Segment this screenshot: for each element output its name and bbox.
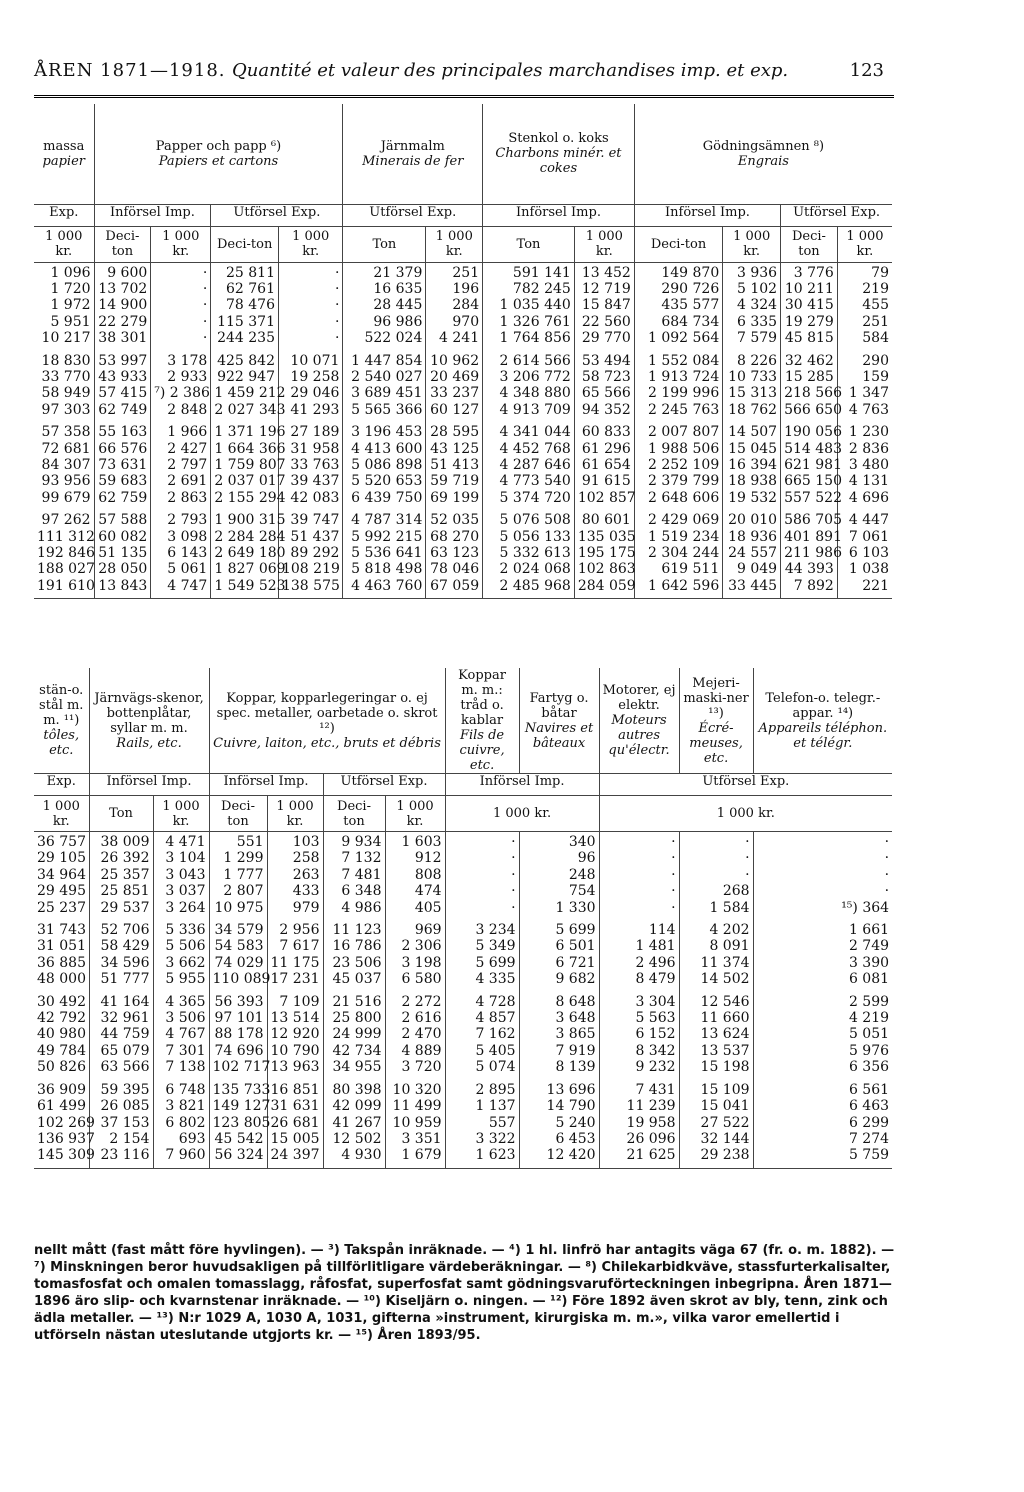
table-cell: 36 909 61 499 102 269 136 937 145 309 (34, 1080, 89, 1169)
g5-sv: Gödningsämnen ⁸) (702, 138, 825, 154)
table-cell: 18 830 33 770 58 949 97 303 (41, 352, 91, 418)
table-cell: 1 371 196 1 664 366 1 759 807 2 037 017 2 155 294 (211, 422, 279, 510)
table-cell: 2 272 2 616 2 470 4 889 3 720 (385, 992, 445, 1080)
g3-fr: Minerais de fer (362, 153, 464, 169)
table-cell: 3 776 10 211 30 415 19 279 45 815 (781, 262, 838, 351)
table-cell: 9 934 7 132 7 481 6 348 4 986 (323, 832, 385, 921)
table-cell: 1 661 2 749 3 390 6 081 (753, 920, 892, 992)
table-cell: 39 747 51 437 89 292 108 219 138 575 (278, 510, 342, 599)
table-cell: 80 398 42 099 41 267 12 502 4 930 (323, 1080, 385, 1169)
table-cell: 31 743 31 051 36 885 48 000 (37, 922, 86, 988)
table-cell: 4 471 3 104 3 043 3 037 3 264 (153, 832, 209, 921)
header-title: Quantité et valeur des principales marchandises imp. et exp. (232, 60, 789, 81)
table-row-block (34, 1080, 892, 1169)
h2-fr: Rails, etc. (116, 735, 182, 751)
table-cell: 13 696 14 790 5 240 6 453 12 420 (519, 1080, 599, 1169)
table-cell: 6 561 6 463 6 299 7 274 5 759 (753, 1080, 892, 1169)
table-cell: 2 614 566 3 206 772 4 348 880 4 913 709 (483, 351, 575, 423)
table-cell: 15 109 15 041 27 522 32 144 29 238 (679, 1080, 753, 1169)
table-cell: 2 895 1 137 557 3 322 1 623 (445, 1080, 519, 1169)
flow: Utförsel Exp. (343, 204, 483, 226)
table-cell: 2 956 7 617 11 175 17 231 (267, 920, 323, 992)
flow: Införsel Imp. (209, 774, 323, 796)
table-row-block (34, 920, 892, 992)
footnotes (34, 1242, 896, 1344)
h3-fr: Cuivre, laiton, etc., bruts et débris (213, 735, 441, 751)
table-cell: 7 431 11 239 19 958 26 096 21 625 (599, 1080, 679, 1169)
h7-fr: Écré-meuses, etc. (689, 720, 743, 766)
h5-sv: Fartyg o. båtar (529, 690, 589, 721)
table-cell: 12 546 11 660 13 624 13 537 15 198 (679, 992, 753, 1080)
h8-sv: Telefon-o. telegr.-appar. ¹⁴) (765, 690, 881, 721)
table-cell: 1 966 2 427 2 797 2 691 2 863 (151, 422, 211, 510)
table-cell: 290 159 1 347 4 763 (837, 351, 892, 423)
table-cell: 4 365 3 506 4 767 7 301 7 138 (153, 992, 209, 1080)
table-cell: 60 833 61 296 61 654 91 615 102 857 (574, 422, 634, 510)
table-row-block (34, 510, 892, 599)
unit-header: 1 000 kr. (837, 226, 892, 262)
unit-header: 1 000 kr. (151, 226, 211, 262)
table-cell: 9 600 13 702 14 900 22 279 38 301 (94, 262, 151, 351)
table-cell: 28 595 43 125 51 413 59 719 69 199 (426, 422, 483, 510)
unit-header: 1 000 kr. (34, 226, 94, 262)
table-cell: 1 230 2 836 3 480 4 131 4 696 (837, 422, 892, 510)
table-cell: 1 900 315 2 284 284 2 649 180 1 827 069 1 549 523 (211, 510, 279, 599)
g1-sv: massa (43, 138, 85, 154)
unit-header: Deci-ton (211, 226, 279, 262)
table-cell: 1 552 084 1 913 724 2 199 996 2 245 763 (634, 351, 722, 423)
unit-header: 1 000 kr. (426, 226, 483, 262)
table-cell: 2 599 4 219 5 051 5 976 6 356 (753, 992, 892, 1080)
table-cell: · · · · · (445, 832, 519, 921)
table-cell: 25 811 62 761 78 476 115 371 244 235 (211, 262, 279, 351)
unit-header: 1 000 kr. (385, 796, 445, 832)
table-cell: 80 601 135 035 195 175 102 863 284 059 (574, 510, 634, 599)
flow: Utförsel Exp. (211, 204, 343, 226)
h1-fr: tôles, etc. (43, 728, 80, 758)
table-cell: · · · · · (599, 832, 679, 921)
table-cell: 8 226 10 733 15 313 18 762 (723, 351, 781, 423)
g1-fr: papier (42, 153, 85, 169)
table-cell: 10 962 20 469 33 237 60 127 (426, 351, 483, 423)
h4-fr: Fils de cuivre, etc. (459, 728, 505, 773)
table-row-block (34, 262, 892, 351)
table-cell: · · · · ¹⁵) 364 (753, 832, 892, 921)
unit-header: 1 000 kr. (34, 796, 89, 832)
g4-fr: Charbons minér. et cokes (495, 146, 622, 177)
table-cell: 591 141 782 245 1 035 440 1 326 761 1 764 856 (483, 262, 575, 351)
unit-header: Deci-ton (323, 796, 385, 832)
page-number: 123 (849, 60, 884, 81)
flow: Utförsel Exp. (599, 774, 892, 796)
table-cell: · · · · · (151, 262, 211, 351)
header-years: ÅREN 1871—1918. (34, 60, 226, 81)
unit-header: Deci-ton (94, 226, 151, 262)
table-cell: 57 358 72 681 84 307 93 956 99 679 (41, 424, 91, 506)
table-row-block (34, 351, 892, 423)
table-cell: 13 452 12 719 15 847 22 560 29 770 (574, 262, 634, 351)
table-cell: 1 447 854 2 540 027 3 689 451 5 565 366 (343, 351, 426, 423)
table-cell: 114 1 481 2 496 8 479 (599, 920, 679, 992)
table-cell: 59 395 26 085 37 153 2 154 23 116 (89, 1080, 153, 1169)
table-cell: 149 870 290 726 435 577 684 734 1 092 564 (634, 262, 722, 351)
unit-header: 1 000 kr. (723, 226, 781, 262)
h4-sv: Koppar m. m.: tråd o. kablar (458, 668, 506, 728)
table-cell: 3 178 2 933 ⁷) 2 386 2 848 (151, 351, 211, 423)
g2-fr: Papiers et cartons (158, 153, 279, 169)
table-cell: 5 076 508 5 056 133 5 332 613 2 024 068 2 485 968 (483, 510, 575, 599)
table-metals-machinery (34, 668, 892, 1169)
table-cell: 7 109 13 514 12 920 10 790 13 963 (267, 992, 323, 1080)
unit-header: 1 000 kr. (445, 796, 599, 832)
table-cell: 27 189 31 958 33 763 39 437 42 083 (278, 422, 342, 510)
table-cell: 8 648 3 648 3 865 7 919 8 139 (519, 992, 599, 1080)
table-cell: 38 009 26 392 25 357 25 851 29 537 (89, 832, 153, 921)
unit-header: Deci-ton (781, 226, 838, 262)
table-cell: 340 96 248 754 1 330 (519, 832, 599, 921)
table-cell: 4 447 7 061 6 103 1 038 221 (837, 510, 892, 599)
table-cell: 32 462 15 285 218 566 566 650 (781, 351, 838, 423)
table-cell: 3 196 453 4 413 600 5 086 898 5 520 653 6 439 750 (343, 422, 426, 510)
table-cell: 1 096 1 720 1 972 5 951 10 217 (41, 264, 91, 347)
table-cell: 41 164 32 961 44 759 65 079 63 566 (89, 992, 153, 1080)
table-cell: 5 699 6 501 6 721 9 682 (519, 920, 599, 992)
table-cell: 103 258 263 433 979 (267, 832, 323, 921)
h7-sv: Mejeri-maski-ner ¹³) (683, 675, 749, 721)
table-cell: 56 393 97 101 88 178 74 696 102 717 (209, 992, 267, 1080)
table-cell: 53 494 58 723 65 566 94 352 (574, 351, 634, 423)
table-cell: 551 1 299 1 777 2 807 10 975 (209, 832, 267, 921)
table-cell: 21 516 25 800 24 999 42 734 34 955 (323, 992, 385, 1080)
footnotes-text: nellt mått (fast mått före hyvlingen). — ³) Takspån inräknade. — ⁴) 1 hl. linfrö har antagits väga 67 (fr. o. m. 1882). — ⁷) Minskningen beror huvudsakligen på tillförlitligare värdeberäkningar. — ⁸) Chilekarbidkväve, stassfurterkalisalter, tomasfosfat och omalen tomasslagg, råfosfat, superfosfat samt gödningsvaruförteckningen inbegripna. Åren 1871—1896 äro slip- och kvarnstenar inräknade. — ¹⁰) Kiseljärn o. ningen. — ¹²) Före 1892 även skrot av bly, tenn, zink och ädla metaller. — ¹³) N:r 1029 A, 1030 A, 1031, gifterna »instrument, kirurgiska m. m.», vilka varor emellertid i utförseln nästan uteslutande utgjorts kr. — ¹⁵) Åren 1893/95. (34, 1243, 895, 1343)
table-paper-iron-coal-fertilizers (34, 104, 892, 599)
table-cell: 52 035 68 270 63 123 78 046 67 059 (426, 510, 483, 599)
table-cell: 10 320 11 499 10 959 3 351 1 679 (385, 1080, 445, 1169)
table-cell: 4 202 8 091 11 374 14 502 (679, 920, 753, 992)
flow: Exp. (34, 204, 94, 226)
g3-sv: Järnmalm (380, 138, 445, 154)
unit-header: 1 000 kr. (153, 796, 209, 832)
unit-header: Ton (89, 796, 153, 832)
table-cell: · · · 268 1 584 (679, 832, 753, 921)
table-cell: 6 748 3 821 6 802 693 7 960 (153, 1080, 209, 1169)
table-cell: 2 429 069 1 519 234 2 304 244 619 511 1 642 596 (634, 510, 722, 599)
table-cell: 10 071 19 258 29 046 41 293 (278, 351, 342, 423)
table-cell: 190 056 514 483 621 981 665 150 557 522 (781, 422, 838, 510)
table-cell: 4 341 044 4 452 768 4 287 646 4 773 540 5 374 720 (483, 422, 575, 510)
g2-sv: Papper och papp ⁶) (155, 138, 282, 154)
table-cell: 14 507 15 045 16 394 18 938 19 532 (723, 422, 781, 510)
table-cell: 55 163 66 576 73 631 59 683 62 759 (94, 422, 151, 510)
flow: Införsel Imp. (89, 774, 209, 796)
table-cell: 97 262 111 312 192 846 188 027 191 610 (34, 510, 94, 599)
table-cell: 969 2 306 3 198 6 580 (385, 920, 445, 992)
flow: Införsel Imp. (445, 774, 599, 796)
table-cell: 20 010 18 936 24 557 9 049 33 445 (723, 510, 781, 599)
table-row-block (34, 992, 892, 1080)
table-cell: 4 787 314 5 992 215 5 536 641 5 818 498 4 463 760 (343, 510, 426, 599)
flow: Införsel Imp. (94, 204, 211, 226)
unit-header: Ton (343, 226, 426, 262)
h3-sv: Koppar, kopparlegeringar o. ej spec. metaller, oarbetade o. skrot ¹²) (216, 690, 438, 736)
table-cell: 11 123 16 786 23 506 45 037 (323, 920, 385, 992)
h8-fr: Appareils téléphon. et télégr. (758, 720, 888, 751)
g5-fr: Engrais (737, 153, 789, 169)
table-cell: 57 588 60 082 51 135 28 050 13 843 (94, 510, 151, 599)
table-cell: 135 733 149 127 123 805 45 542 56 324 (209, 1080, 267, 1169)
table-cell: 36 757 29 105 34 964 29 495 25 237 (37, 834, 86, 916)
table-cell: 251 196 284 970 4 241 (426, 262, 483, 351)
table-cell: 425 842 922 947 1 459 212 2 027 343 (211, 351, 279, 423)
table-cell: 4 728 4 857 7 162 5 405 5 074 (445, 992, 519, 1080)
table-cell: 3 234 5 349 5 699 4 335 (445, 920, 519, 992)
flow: Exp. (34, 774, 89, 796)
flow: Införsel Imp. (483, 204, 635, 226)
flow: Utförsel Exp. (781, 204, 892, 226)
header-rule (34, 95, 894, 98)
h6-fr: Moteurs autres qu'électr. (608, 713, 670, 758)
table-cell: 3 936 5 102 4 324 6 335 7 579 (723, 262, 781, 351)
page-header (34, 60, 884, 88)
unit-header: 1 000 kr. (278, 226, 342, 262)
table-row-block (34, 832, 892, 921)
table-cell: · · · · · (278, 262, 342, 351)
unit-header: Ton (483, 226, 575, 262)
h2-sv: Järnvägs-skenor, bottenplåtar, syllar m. m. (94, 690, 204, 736)
g4-sv: Stenkol o. koks (508, 131, 609, 147)
unit-header: Deci-ton (209, 796, 267, 832)
flow: Utförsel Exp. (323, 774, 445, 796)
table-cell: 52 706 58 429 34 596 51 777 (89, 920, 153, 992)
h5-fr: Navires et bâteaux (524, 720, 594, 751)
table-cell: 16 851 31 631 26 681 15 005 24 397 (267, 1080, 323, 1169)
table-cell: 3 304 5 563 6 152 8 342 9 232 (599, 992, 679, 1080)
unit-header: 1 000 kr. (267, 796, 323, 832)
table-row-block (34, 422, 892, 510)
table-cell: 2 007 807 1 988 506 2 252 109 2 379 799 2 648 606 (634, 422, 722, 510)
h6-sv: Motorer, ej elektr. (602, 683, 676, 713)
table-cell: 5 336 5 506 3 662 5 955 (153, 920, 209, 992)
flow: Införsel Imp. (634, 204, 780, 226)
table-cell: 1 603 912 808 474 405 (385, 832, 445, 921)
unit-header: 1 000 kr. (574, 226, 634, 262)
unit-header: 1 000 kr. (599, 796, 892, 832)
table-cell: 586 705 401 891 211 986 44 393 7 892 (781, 510, 838, 599)
unit-header: Deci-ton (634, 226, 722, 262)
h1-sv: stän-o. stål m. m. ¹¹) (39, 683, 84, 728)
table-cell: 34 579 54 583 74 029 110 089 (209, 920, 267, 992)
table-cell: 30 492 42 792 40 980 49 784 50 826 (37, 993, 86, 1076)
table-cell: 21 379 16 635 28 445 96 986 522 024 (343, 262, 426, 351)
table-cell: 2 793 3 098 6 143 5 061 4 747 (151, 510, 211, 599)
table-cell: 79 219 455 251 584 (837, 262, 892, 351)
table-cell: 53 997 43 933 57 415 62 749 (94, 351, 151, 423)
